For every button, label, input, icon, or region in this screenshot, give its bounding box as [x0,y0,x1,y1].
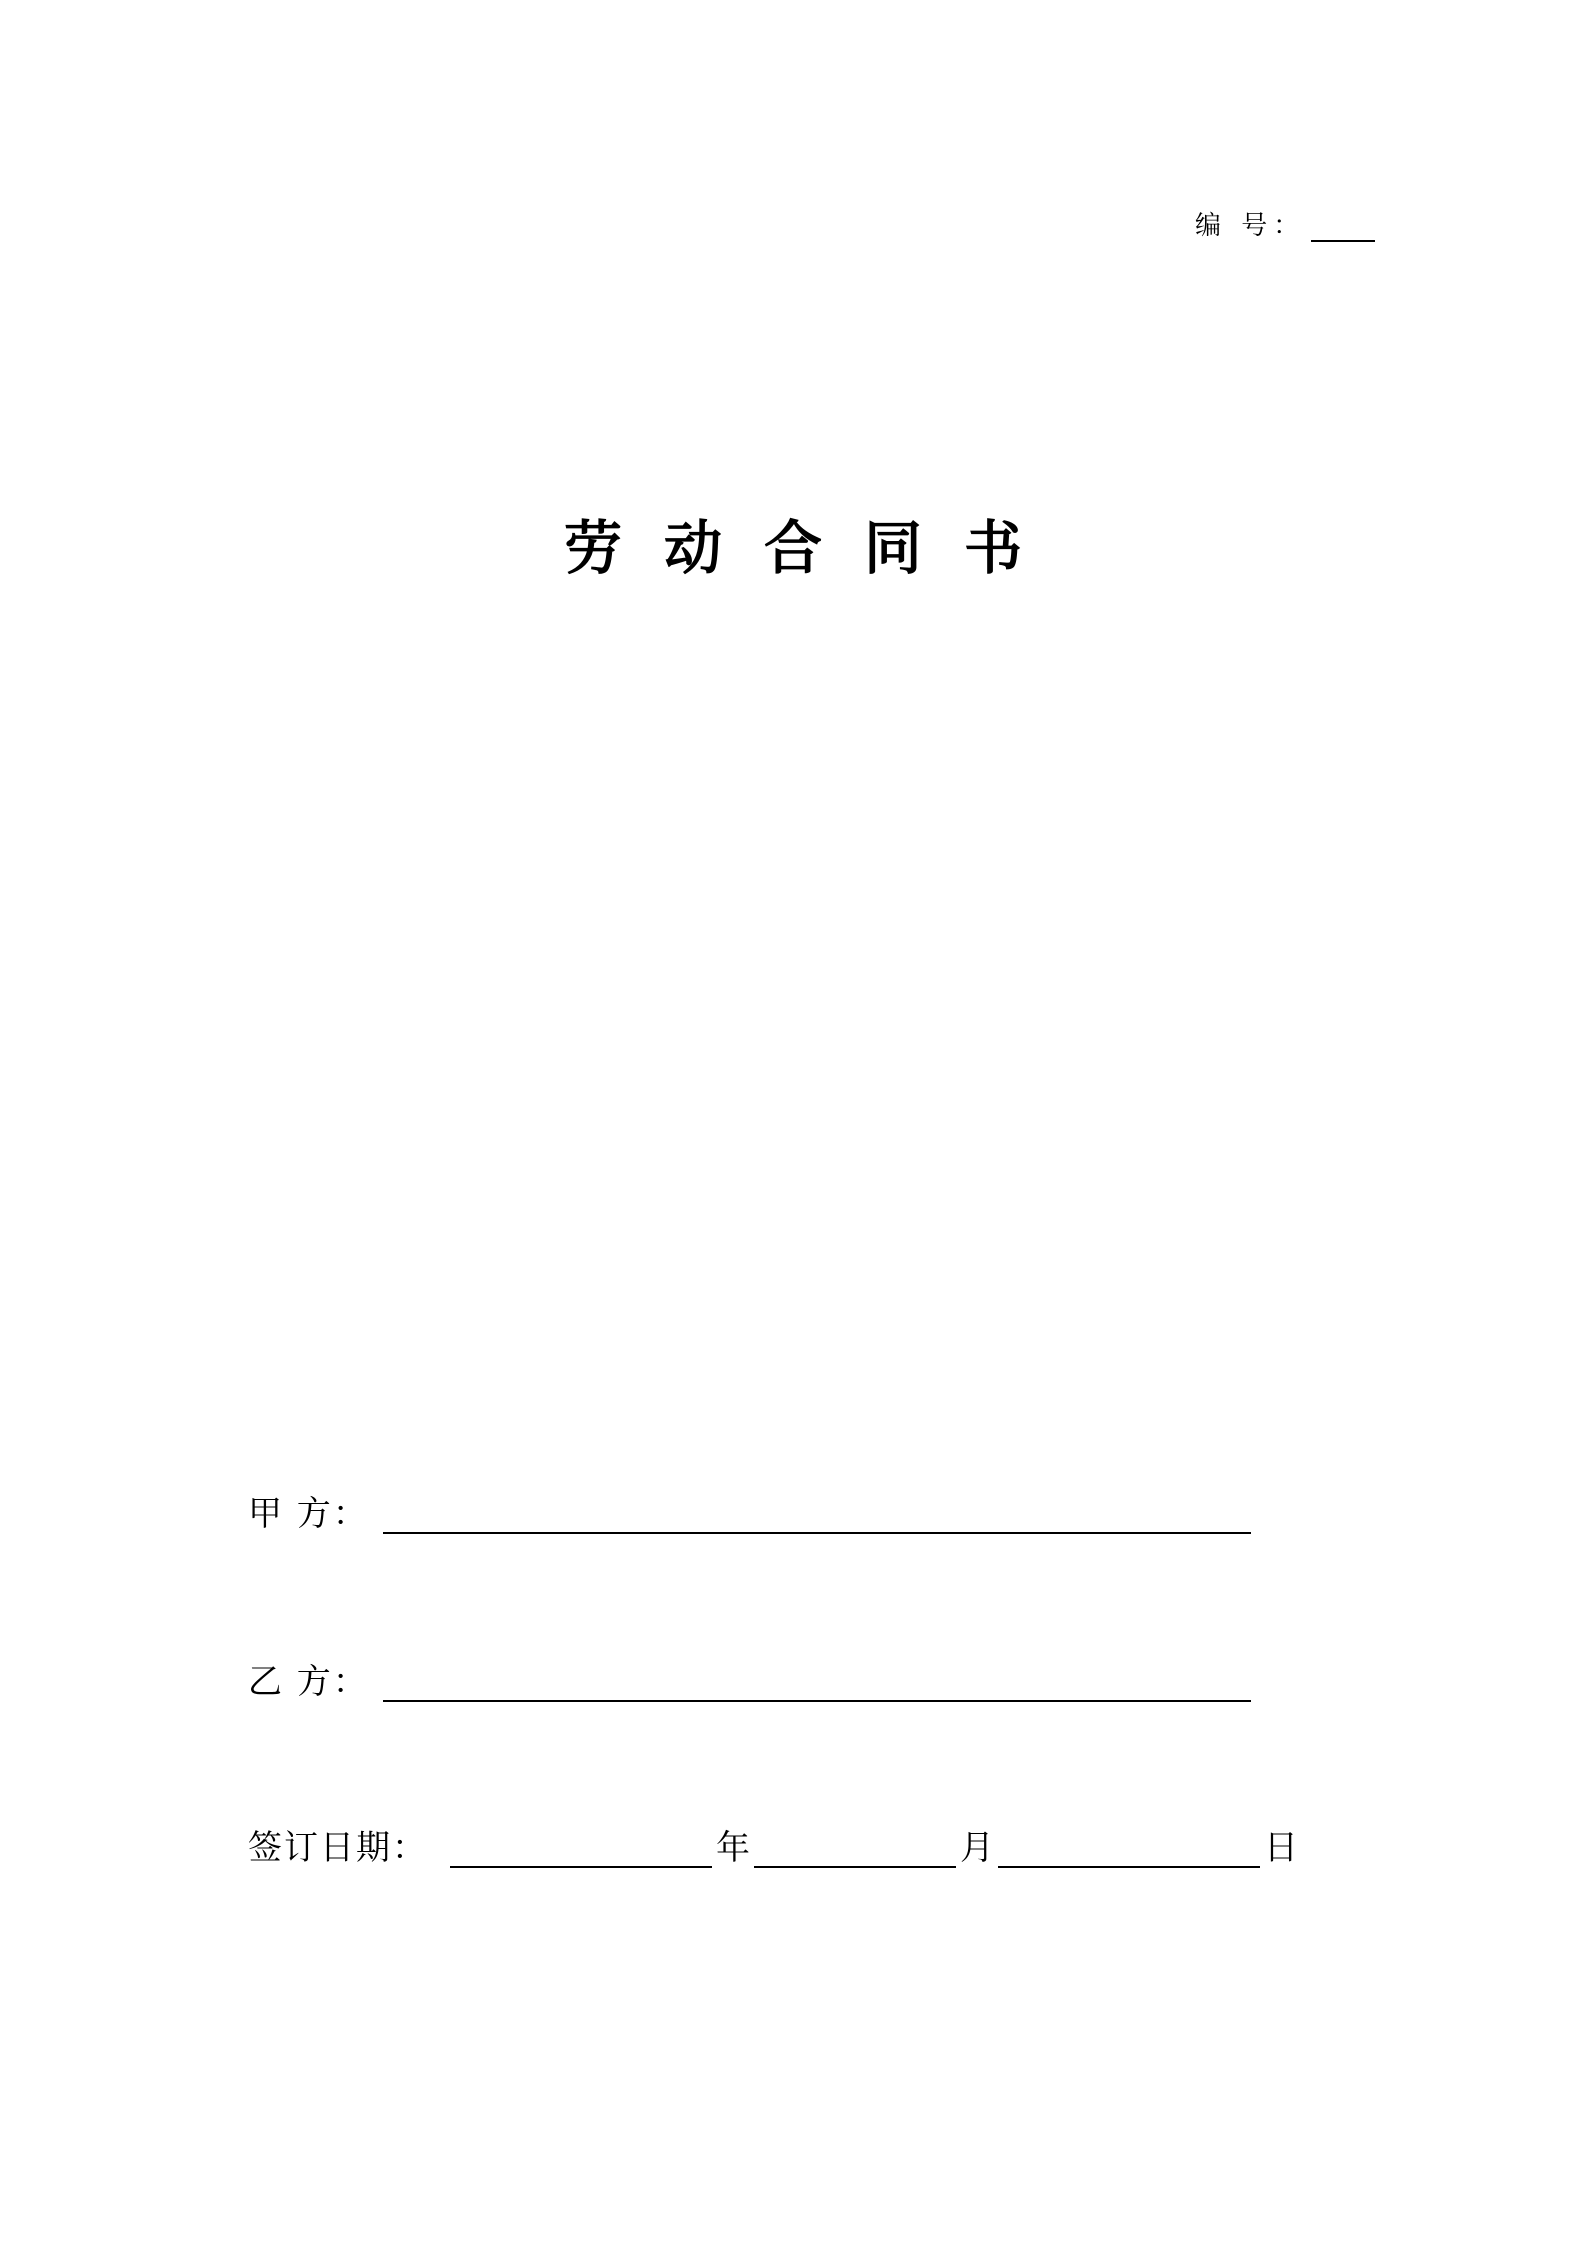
serial-blank-line [1311,210,1375,242]
party-b-label: 乙 方： [248,1662,369,1702]
serial-label: 编 号： [1195,211,1306,241]
month-blank-line [754,1836,956,1868]
title-char: 动 [663,514,722,582]
day-blank-line [998,1836,1260,1868]
sign-date-row [248,1812,1298,1868]
party-a-row [248,1478,1251,1534]
party-a-blank-line [383,1502,1251,1534]
title-char: 合 [763,514,822,582]
party-b-row [248,1646,1251,1702]
document-title [0,508,1586,588]
party-b-blank-line [383,1670,1251,1702]
sign-date-label: 签订日期： [248,1828,428,1868]
year-blank-line [450,1836,712,1868]
serial-number [1195,202,1375,242]
year-unit: 年 [716,1828,750,1868]
month-unit: 月 [960,1828,994,1868]
day-unit: 日 [1264,1828,1298,1868]
title-char: 书 [963,514,1022,582]
party-a-label: 甲 方： [248,1494,369,1534]
title-char: 劳 [563,514,622,582]
title-char: 同 [863,514,922,582]
